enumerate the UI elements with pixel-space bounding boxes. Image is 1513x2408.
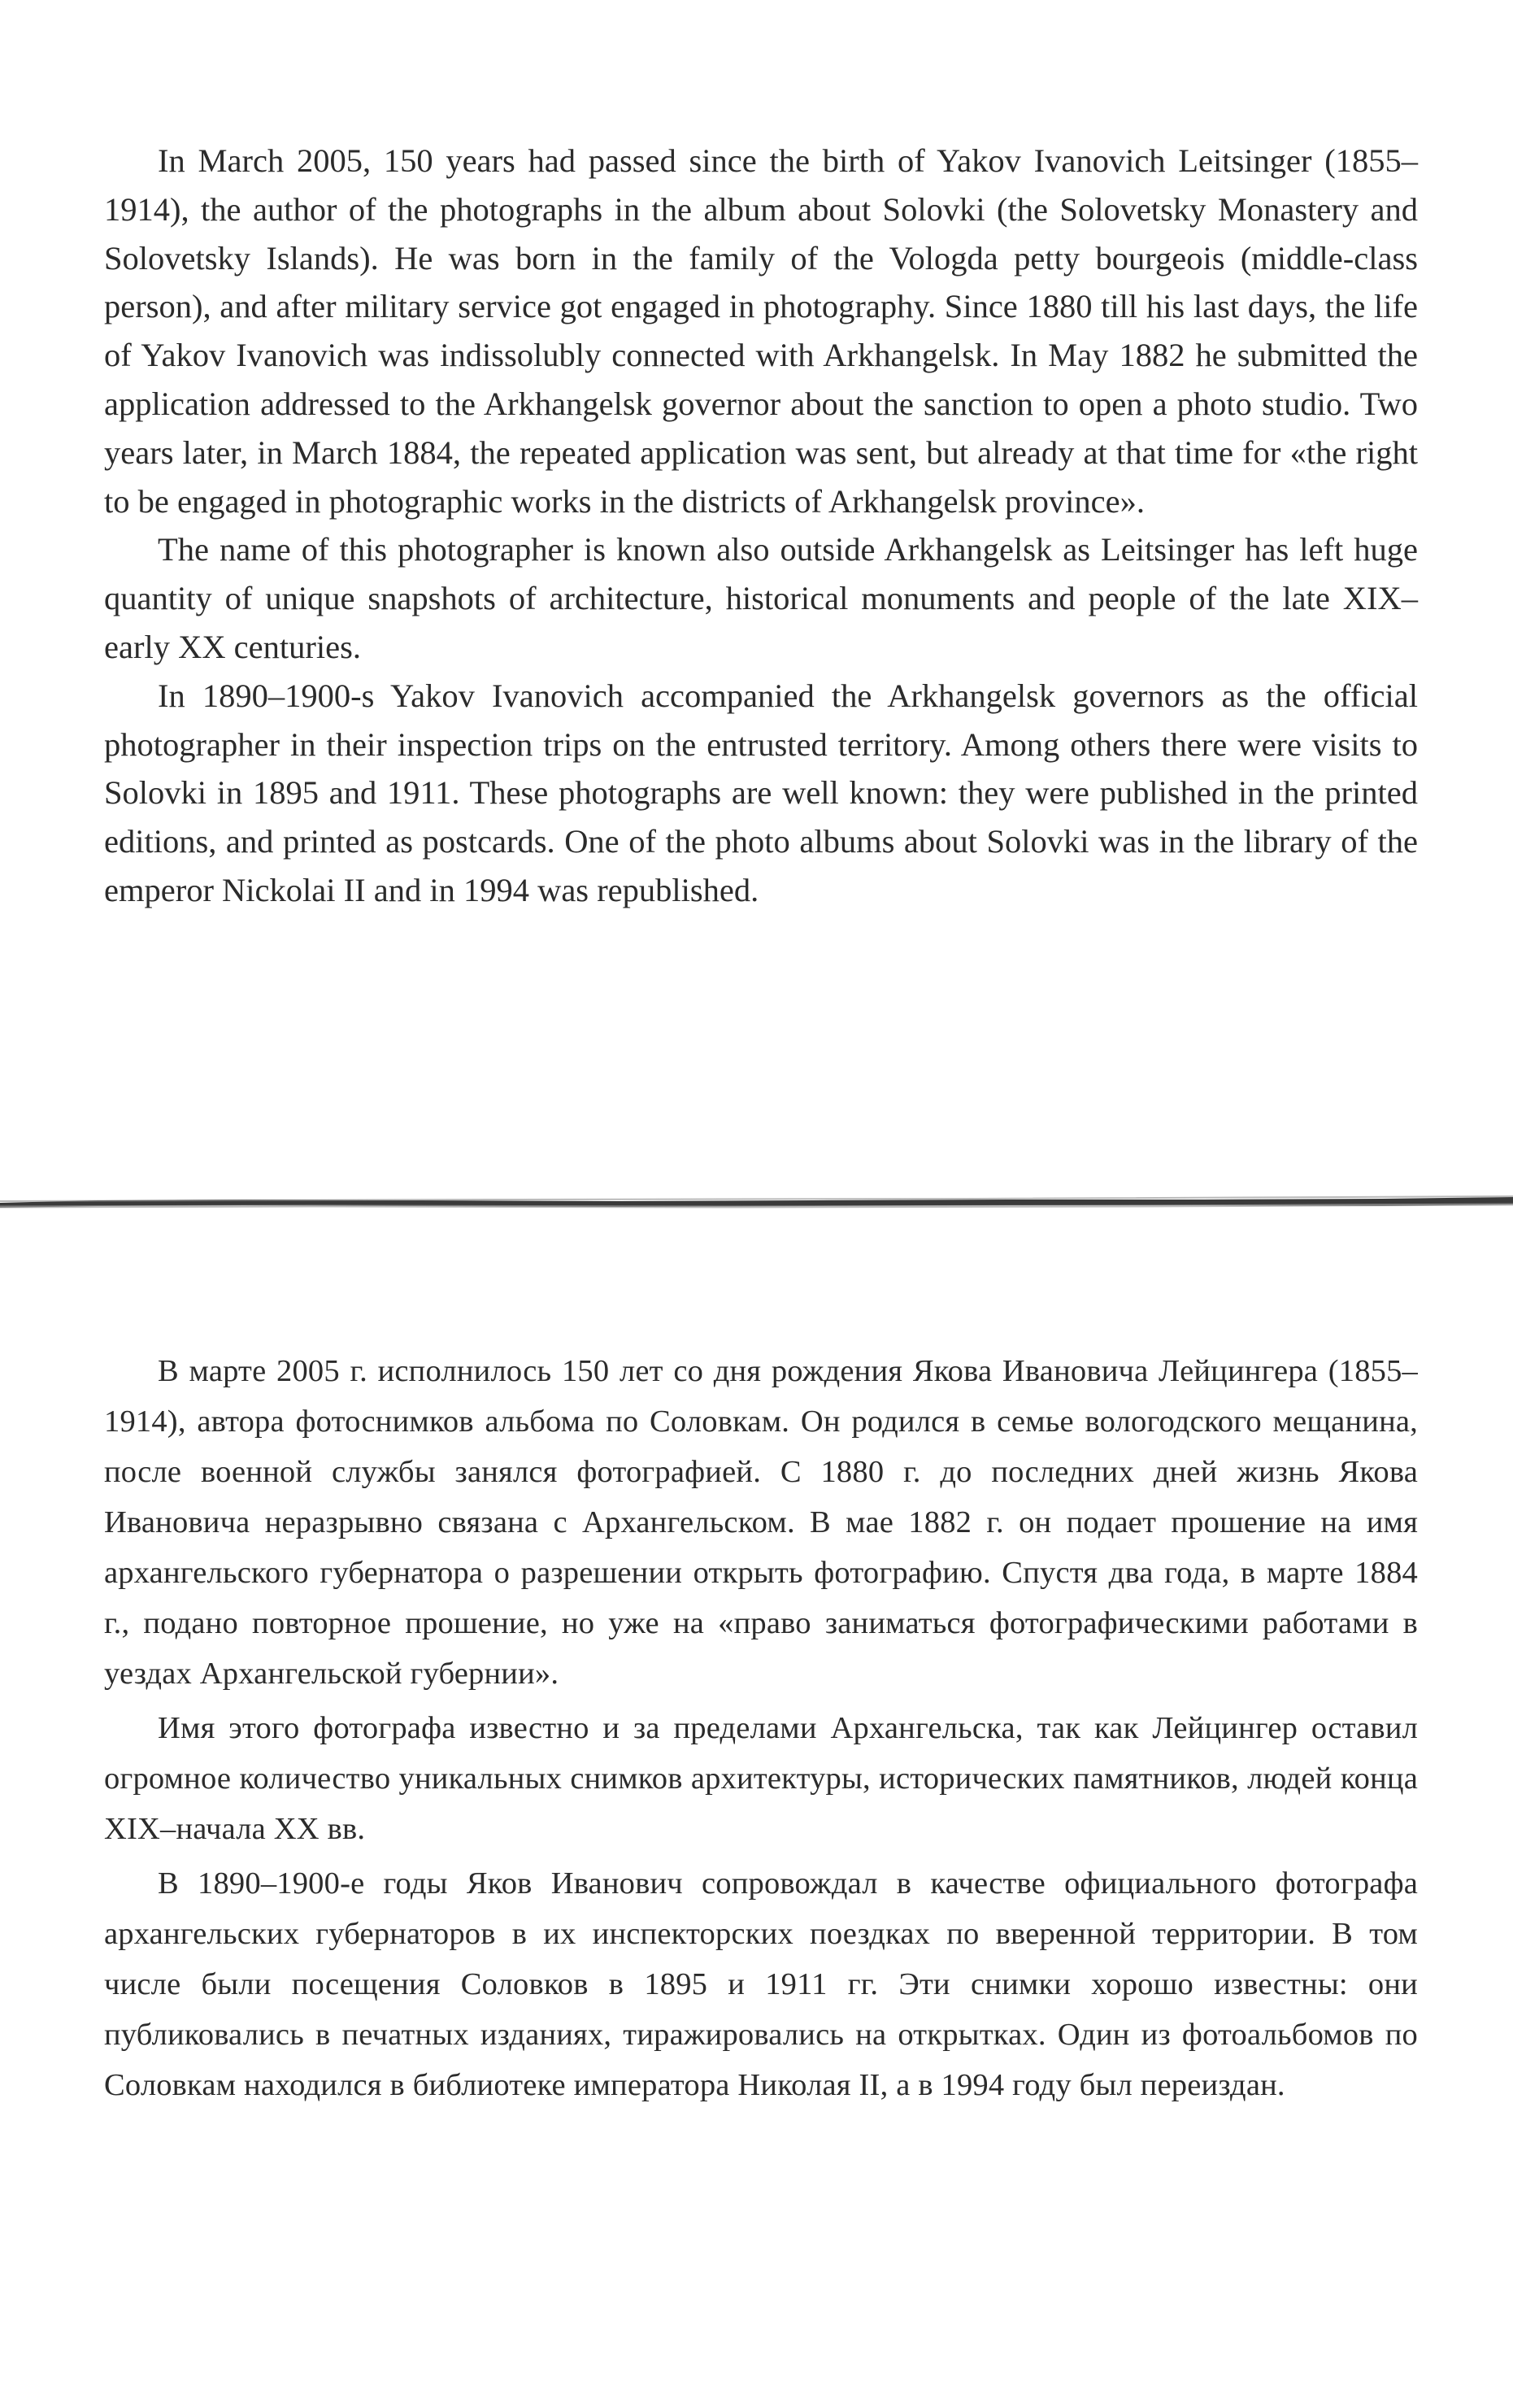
english-paragraph-2: The name of this photographer is known also outside Arkhangelsk as Leitsinger has left huge quantity of unique snapshots of architecture, historical monuments and people of the late XIX–early XX centuries. (104, 531, 1418, 665)
russian-paragraph-1: В марте 2005 г. исполнилось 150 лет со дня рождения Якова Ивановича Лейцингера (1855–1914), автора фотоснимков альбома по Соловкам. Он родился в семье вологодского мещанина, после военной службы занялся фотографией. С 1880 г. до последних дней жизнь Якова Ивановича неразрывно связана с Архангельском. В мае 1882 г. он подает прошение на имя архангельского губернатора о разрешении открыть фотографию. Спустя два года, в марте 1884 г., подано повторное прошение, но уже на «право заниматься фотографическими работами в уездах Архангельской губернии». (104, 1354, 1418, 1691)
english-text-block (104, 137, 1418, 915)
russian-paragraph-2: Имя этого фотографа известно и за пределами Архангельска, так как Лейцингер оставил огромное количество уникальных снимков архитектуры, исторических памятников, людей конца XIX–начала XX вв. (104, 1711, 1418, 1846)
russian-text-block (104, 1346, 1418, 2110)
english-paragraph-1: In March 2005, 150 years had passed since the birth of Yakov Ivanovich Leitsinger (1855–1914), the author of the photographs in the album about Solovki (the Solovetsky Monastery and Solovetsky Islands). He was born in the family of the Vologda petty bourgeois (middle-class person), and after military service got engaged in photography. Since 1880 till his last days, the life of Yakov Ivanovich was indissolubly connected with Arkhangelsk. In May 1882 he submitted the application addressed to the Arkhangelsk governor about the sanction to open a photo studio. Two years later, in March 1884, the repeated application was sent, but already at that time for «the right to be engaged in photographic works in the districts of Arkhangelsk province». (104, 142, 1418, 520)
english-paragraph-3: In 1890–1900-s Yakov Ivanovich accompanied the Arkhangelsk governors as the official photographer in their inspection trips on the entrusted territory. Among others there were visits to Solovki in 1895 and 1911. These photographs are well known: they were published in the printed editions, and printed as postcards. One of the photo albums about Solovki was in the library of the emperor Nickolai II and in 1994 was republished. (104, 677, 1418, 908)
russian-paragraph-3: В 1890–1900-е годы Яков Иванович сопровождал в качестве официального фотографа архангельских губернаторов в их инспекторских поездках по вверенной территории. В том числе были посещения Соловков в 1895 и 1911 гг. Эти снимки хорошо известны: они публиковались в печатных изданиях, тиражировались на открытках. Один из фотоальбомов по Соловкам находился в библиотеке императора Николая II, а в 1994 году был переиздан. (104, 1866, 1418, 2102)
section-divider-rule (0, 1186, 1513, 1218)
